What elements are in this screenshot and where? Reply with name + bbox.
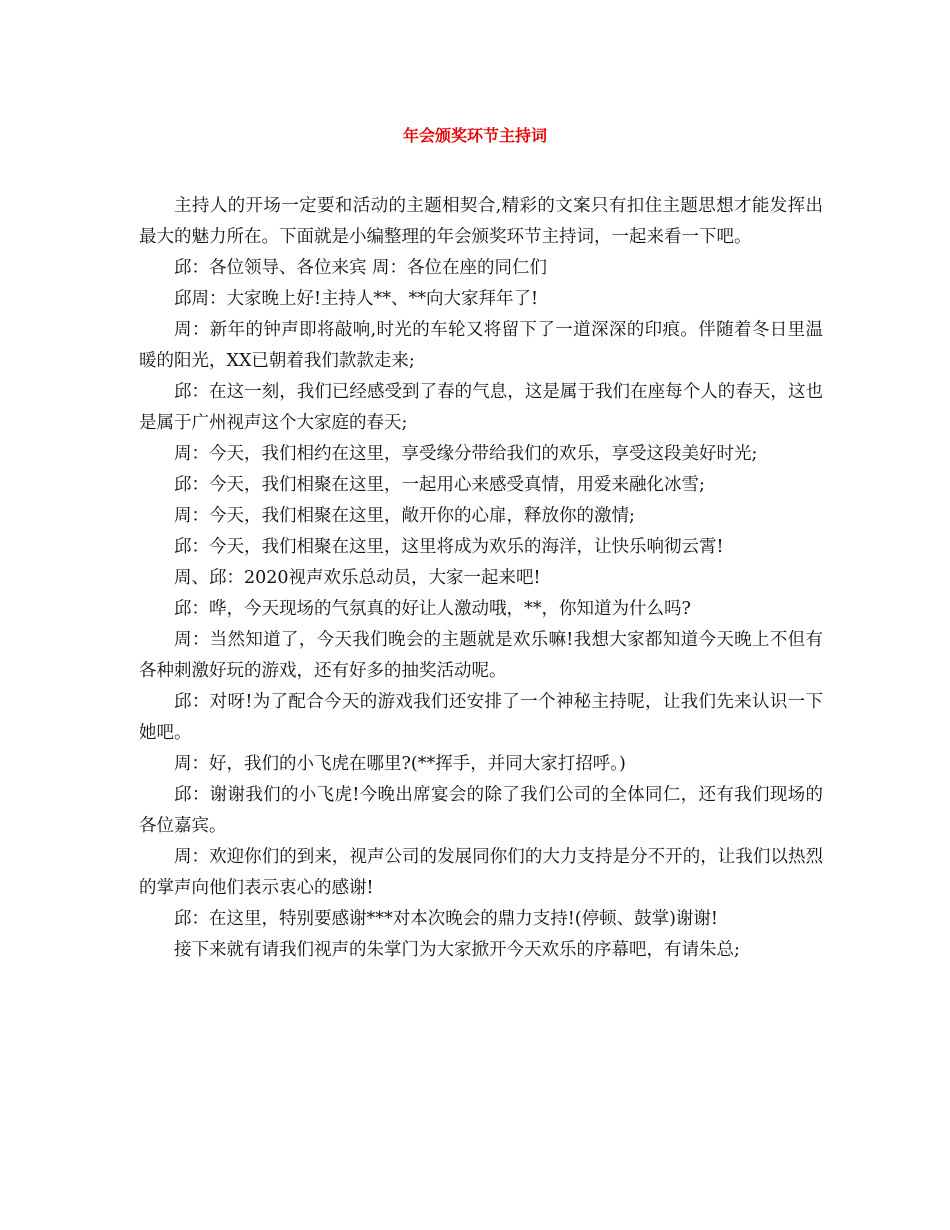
paragraph: 邱：在这里，特别要感谢***对本次晚会的鼎力支持!(停顿、鼓掌)谢谢! xyxy=(174,909,718,929)
paragraph-intro: 主持人的开场一定要和活动的主题相契合,精彩的文案只有扣住主题思想才能发挥出最大的魅力所在。下面就是小编整理的年会颁奖环节主持词，一起来看一下吧。 xyxy=(139,196,823,247)
paragraph: 邱：谢谢我们的小飞虎!今晚出席宴会的除了我们公司的全体同仁，还有我们现场的各位嘉宾。 xyxy=(139,785,823,836)
paragraph: 邱：各位领导、各位来宾 周：各位在座的同仁们 xyxy=(174,258,548,278)
paragraph: 邱：哗，今天现场的气氛真的好让人激动哦，**，你知道为什么吗? xyxy=(174,599,691,619)
paragraph: 邱：今天，我们相聚在这里，一起用心来感受真情，用爱来融化冰雪; xyxy=(174,475,705,495)
paragraph: 邱：对呀!为了配合今天的游戏我们还安排了一个神秘主持呢，让我们先来认识一下她吧。 xyxy=(139,692,823,743)
paragraph: 周：好，我们的小飞虎在哪里?(**挥手，并同大家打招呼。) xyxy=(174,754,626,774)
paragraph: 周：新年的钟声即将敲响,时光的车轮又将留下了一道深深的印痕。伴随着冬日里温暖的阳光，XX已朝着我们款款走来; xyxy=(139,320,823,371)
paragraph: 邱：在这一刻，我们已经感受到了春的气息，这是属于我们在座每个人的春天，这也是属于广州视声这个大家庭的春天; xyxy=(139,382,823,433)
page-title: 年会颁奖环节主持词 xyxy=(402,126,547,145)
paragraph: 邱周：大家晚上好!主持人**、**向大家拜年了! xyxy=(174,289,539,309)
paragraph: 接下来就有请我们视声的朱掌门为大家掀开今天欢乐的序幕吧，有请朱总; xyxy=(174,940,740,960)
paragraph: 周：今天，我们相聚在这里，敞开你的心扉，释放你的激情; xyxy=(174,506,635,526)
paragraph: 周：今天，我们相约在这里，享受缘分带给我们的欢乐，享受这段美好时光; xyxy=(174,444,758,464)
document-body xyxy=(139,191,823,966)
paragraph: 周：欢迎你们的到来，视声公司的发展同你们的大力支持是分不开的，让我们以热烈的掌声向他们表示衷心的感谢! xyxy=(139,847,823,898)
paragraph: 邱：今天，我们相聚在这里，这里将成为欢乐的海洋，让快乐响彻云霄! xyxy=(174,537,724,557)
paragraph: 周、邱：2020视声欢乐总动员，大家一起来吧! xyxy=(174,568,541,588)
paragraph: 周：当然知道了，今天我们晚会的主题就是欢乐嘛!我想大家都知道今天晚上不但有各种刺激好玩的游戏，还有好多的抽奖活动呢。 xyxy=(139,630,823,681)
